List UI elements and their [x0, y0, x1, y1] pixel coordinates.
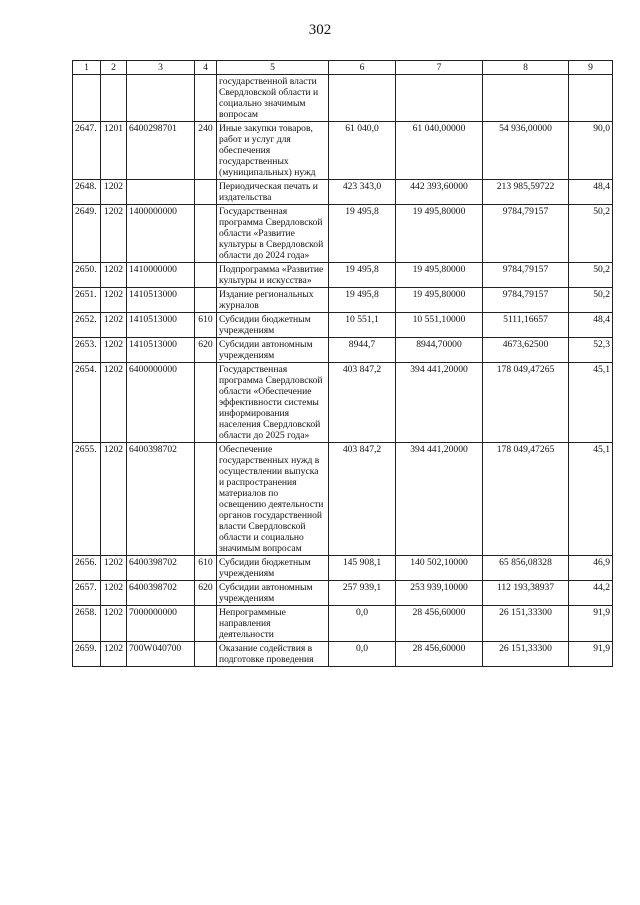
section-code: 1202 [101, 313, 127, 338]
target-article-code: 7000000000 [127, 606, 195, 642]
approved-amount: 394 441,20000 [396, 443, 483, 556]
plan-amount: 0,0 [329, 606, 396, 642]
budget-table [72, 60, 613, 667]
executed-amount: 5111,16657 [483, 313, 569, 338]
row-number [73, 75, 101, 122]
section-code: 1202 [101, 642, 127, 667]
approved-amount: 19 495,80000 [396, 205, 483, 263]
approved-amount: 442 393,60000 [396, 180, 483, 205]
table-row [73, 363, 613, 443]
item-name: Периодическая печать и издательства [217, 180, 329, 205]
section-code: 1201 [101, 122, 127, 180]
header-cell: 1 [73, 61, 101, 75]
header-cell: 9 [569, 61, 613, 75]
row-number: 2650. [73, 263, 101, 288]
target-article-code: 1410513000 [127, 338, 195, 363]
section-code: 1202 [101, 338, 127, 363]
expense-type-code [195, 642, 217, 667]
approved-amount: 19 495,80000 [396, 288, 483, 313]
row-number: 2655. [73, 443, 101, 556]
target-article-code: 6400398702 [127, 581, 195, 606]
execution-percent: 48,4 [569, 180, 613, 205]
approved-amount: 10 551,10000 [396, 313, 483, 338]
target-article-code [127, 75, 195, 122]
row-number: 2659. [73, 642, 101, 667]
header-cell: 5 [217, 61, 329, 75]
item-name: Государственная программа Свердловской области «Развитие культуры в Свердловской области до 2024 года» [217, 205, 329, 263]
expense-type-code [195, 180, 217, 205]
execution-percent [569, 75, 613, 122]
table-row [73, 122, 613, 180]
header-cell: 3 [127, 61, 195, 75]
plan-amount: 8944,7 [329, 338, 396, 363]
item-name: Подпрограмма «Развитие культуры и искусства» [217, 263, 329, 288]
approved-amount: 28 456,60000 [396, 642, 483, 667]
plan-amount: 403 847,2 [329, 443, 396, 556]
execution-percent: 50,2 [569, 288, 613, 313]
header-cell: 2 [101, 61, 127, 75]
target-article-code: 6400000000 [127, 363, 195, 443]
approved-amount [396, 75, 483, 122]
plan-amount: 10 551,1 [329, 313, 396, 338]
executed-amount: 65 856,08328 [483, 556, 569, 581]
executed-amount: 9784,79157 [483, 205, 569, 263]
item-name: Субсидии бюджетным учреждениям [217, 556, 329, 581]
row-number: 2656. [73, 556, 101, 581]
table-row [73, 205, 613, 263]
section-code: 1202 [101, 606, 127, 642]
table-row [73, 338, 613, 363]
target-article-code: 6400398702 [127, 556, 195, 581]
executed-amount: 26 151,33300 [483, 606, 569, 642]
row-number: 2654. [73, 363, 101, 443]
plan-amount: 0,0 [329, 642, 396, 667]
row-number: 2657. [73, 581, 101, 606]
section-code: 1202 [101, 581, 127, 606]
target-article-code: 6400298701 [127, 122, 195, 180]
plan-amount: 145 908,1 [329, 556, 396, 581]
execution-percent: 45,1 [569, 443, 613, 556]
plan-amount: 423 343,0 [329, 180, 396, 205]
section-code: 1202 [101, 205, 127, 263]
section-code: 1202 [101, 263, 127, 288]
plan-amount: 19 495,8 [329, 205, 396, 263]
table-row [73, 75, 613, 122]
expense-type-code: 240 [195, 122, 217, 180]
row-number: 2651. [73, 288, 101, 313]
row-number: 2652. [73, 313, 101, 338]
execution-percent: 44,2 [569, 581, 613, 606]
plan-amount: 61 040,0 [329, 122, 396, 180]
execution-percent: 91,9 [569, 642, 613, 667]
table-row [73, 581, 613, 606]
section-code: 1202 [101, 556, 127, 581]
approved-amount: 19 495,80000 [396, 263, 483, 288]
item-name: Субсидии бюджетным учреждениям [217, 313, 329, 338]
section-code: 1202 [101, 443, 127, 556]
expense-type-code [195, 205, 217, 263]
executed-amount: 213 985,59722 [483, 180, 569, 205]
table-row [73, 288, 613, 313]
executed-amount: 9784,79157 [483, 288, 569, 313]
expense-type-code [195, 363, 217, 443]
target-article-code: 6400398702 [127, 443, 195, 556]
header-cell: 7 [396, 61, 483, 75]
executed-amount: 26 151,33300 [483, 642, 569, 667]
item-name: Обеспечение государственных нужд в осуществлении выпуска и распространения материалов по освещению деятельности органов государственной власти Свердловской области и социально значимым вопросам [217, 443, 329, 556]
execution-percent: 50,2 [569, 263, 613, 288]
row-number: 2658. [73, 606, 101, 642]
item-name: Государственная программа Свердловской области «Обеспечение эффективности системы информирования населения Свердловской области до 2025 года» [217, 363, 329, 443]
row-number: 2653. [73, 338, 101, 363]
item-name: государственной власти Свердловской области и социально значимым вопросам [217, 75, 329, 122]
item-name: Субсидии автономным учреждениям [217, 338, 329, 363]
executed-amount: 178 049,47265 [483, 363, 569, 443]
expense-type-code [195, 606, 217, 642]
section-code: 1202 [101, 363, 127, 443]
approved-amount: 140 502,10000 [396, 556, 483, 581]
section-code [101, 75, 127, 122]
executed-amount: 178 049,47265 [483, 443, 569, 556]
header-row [73, 61, 613, 75]
expense-type-code [195, 263, 217, 288]
approved-amount: 28 456,60000 [396, 606, 483, 642]
approved-amount: 253 939,10000 [396, 581, 483, 606]
target-article-code: 1410000000 [127, 263, 195, 288]
execution-percent: 46,9 [569, 556, 613, 581]
executed-amount: 112 193,38937 [483, 581, 569, 606]
expense-type-code [195, 75, 217, 122]
table-row [73, 606, 613, 642]
execution-percent: 50,2 [569, 205, 613, 263]
target-article-code: 1410513000 [127, 313, 195, 338]
approved-amount: 61 040,00000 [396, 122, 483, 180]
target-article-code: 700W040700 [127, 642, 195, 667]
row-number: 2648. [73, 180, 101, 205]
row-number: 2647. [73, 122, 101, 180]
plan-amount: 257 939,1 [329, 581, 396, 606]
item-name: Непрограммные направления деятельности [217, 606, 329, 642]
executed-amount: 4673,62500 [483, 338, 569, 363]
target-article-code: 1400000000 [127, 205, 195, 263]
plan-amount: 19 495,8 [329, 263, 396, 288]
plan-amount: 403 847,2 [329, 363, 396, 443]
row-number: 2649. [73, 205, 101, 263]
item-name: Издание региональных журналов [217, 288, 329, 313]
executed-amount [483, 75, 569, 122]
expense-type-code [195, 288, 217, 313]
table-row [73, 313, 613, 338]
target-article-code [127, 180, 195, 205]
plan-amount: 19 495,8 [329, 288, 396, 313]
section-code: 1202 [101, 288, 127, 313]
item-name: Субсидии автономным учреждениям [217, 581, 329, 606]
table-row [73, 180, 613, 205]
header-cell: 4 [195, 61, 217, 75]
table-row [73, 556, 613, 581]
execution-percent: 45,1 [569, 363, 613, 443]
table-row [73, 443, 613, 556]
executed-amount: 54 936,00000 [483, 122, 569, 180]
page-number: 302 [308, 22, 332, 38]
table-row [73, 642, 613, 667]
target-article-code: 1410513000 [127, 288, 195, 313]
section-code: 1202 [101, 180, 127, 205]
expense-type-code: 610 [195, 556, 217, 581]
execution-percent: 48,4 [569, 313, 613, 338]
header-cell: 6 [329, 61, 396, 75]
expense-type-code: 620 [195, 581, 217, 606]
item-name: Иные закупки товаров, работ и услуг для обеспечения государственных (муниципальных) нужд [217, 122, 329, 180]
item-name: Оказание содействия в подготовке проведения [217, 642, 329, 667]
execution-percent: 52,3 [569, 338, 613, 363]
executed-amount: 9784,79157 [483, 263, 569, 288]
expense-type-code: 620 [195, 338, 217, 363]
approved-amount: 394 441,20000 [396, 363, 483, 443]
expense-type-code [195, 443, 217, 556]
plan-amount [329, 75, 396, 122]
header-cell: 8 [483, 61, 569, 75]
approved-amount: 8944,70000 [396, 338, 483, 363]
execution-percent: 91,9 [569, 606, 613, 642]
execution-percent: 90,0 [569, 122, 613, 180]
expense-type-code: 610 [195, 313, 217, 338]
table-row [73, 263, 613, 288]
